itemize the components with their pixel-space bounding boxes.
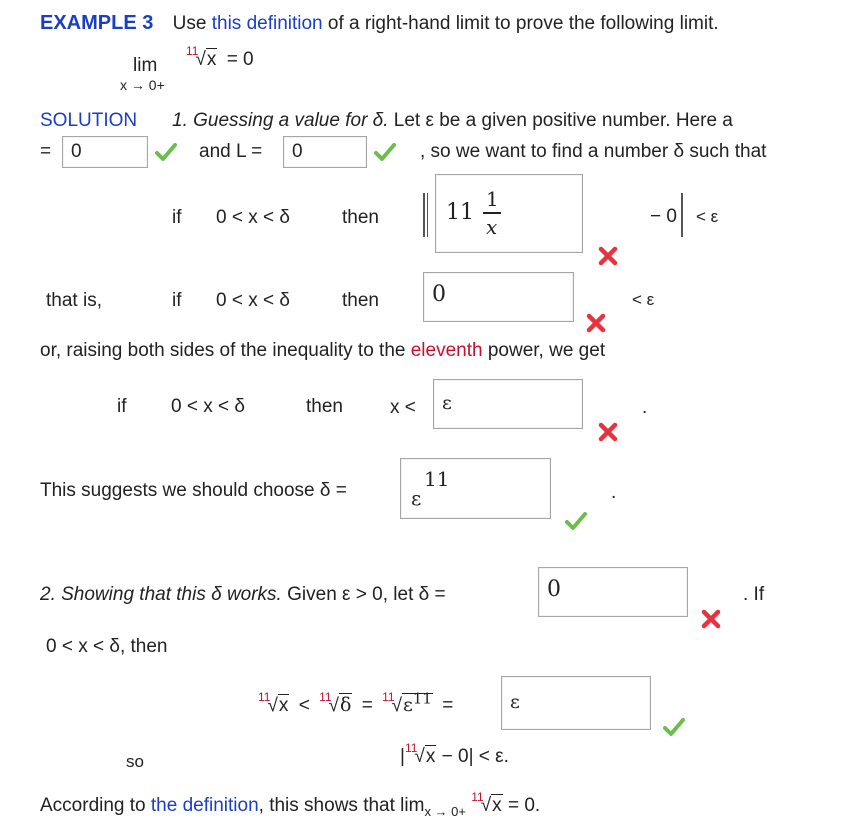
chain-index-2: 11 — [319, 690, 332, 705]
so-find-text: , so we want to find a number δ such that — [420, 141, 767, 162]
chain-index-3: 11 — [382, 690, 395, 705]
limit-radical — [186, 44, 254, 71]
cross-icon — [585, 312, 607, 334]
suggest-period: . — [611, 482, 617, 503]
limit-rest: = 0 — [226, 49, 254, 70]
if3-x-lt: x < — [390, 397, 416, 418]
raising-highlight: eleventh — [410, 340, 483, 361]
so-x: x — [425, 746, 436, 767]
radical-sign-icon: √ — [267, 695, 278, 717]
chain-value-text: ε — [510, 691, 520, 713]
conclusion-sub: x → 0+ — [424, 803, 466, 819]
if3-value-field[interactable] — [433, 379, 583, 429]
chain-expression — [258, 690, 457, 717]
step1-text: Let ε be a given positive number. Here a — [393, 110, 733, 131]
chain-delta: δ — [339, 694, 352, 717]
raising-line — [40, 340, 605, 362]
if3-then: then — [306, 396, 343, 417]
fraction-bar — [483, 212, 501, 214]
example-header — [40, 12, 719, 35]
cross-icon — [597, 421, 619, 443]
delta-value-text: 0 — [547, 577, 561, 602]
check-icon — [565, 510, 587, 532]
if3-value-text: ε — [442, 392, 452, 414]
a-value-field[interactable] — [62, 136, 148, 168]
L-value-text: 0 — [292, 141, 303, 162]
conclusion-line — [40, 790, 541, 819]
chain-eq2: = — [442, 695, 454, 717]
check-icon — [663, 716, 685, 738]
radical-sign-icon: √ — [195, 49, 206, 70]
cross-icon — [700, 608, 722, 630]
intro-after: of a right-hand limit to prove the following limit. — [327, 13, 719, 34]
step1-title: 1. Guessing a value for δ. — [172, 110, 389, 131]
if1-expression-field[interactable] — [435, 174, 583, 253]
chain-index-1: 11 — [258, 690, 271, 705]
intro-before: Use — [172, 13, 207, 34]
conclusion-before: According to — [40, 795, 146, 816]
limit-subscript: x → 0+ — [120, 77, 165, 93]
conclusion-end: = 0. — [507, 795, 541, 816]
raising-before: or, raising both sides of the inequality to the — [40, 340, 406, 361]
that-is-label: that is, — [46, 290, 102, 311]
if2-if: if — [172, 290, 182, 311]
conclusion-after: , this shows that lim — [258, 795, 425, 816]
chain-value-field[interactable] — [501, 676, 651, 730]
chain-x: x — [278, 695, 289, 717]
if2-value-text: 0 — [432, 282, 446, 307]
radical-sign-icon: √ — [414, 746, 425, 767]
raising-after: power, we get — [487, 340, 606, 361]
conclusion-index: 11 — [471, 790, 484, 804]
radical-index: 11 — [186, 44, 199, 58]
suggest-box-exp: 11 — [424, 467, 450, 491]
if2-cond: 0 < x < δ — [216, 290, 290, 311]
if1-after: − 0 — [650, 206, 677, 227]
chain-eq1: = — [361, 695, 373, 717]
definition-link-2[interactable]: the definition — [150, 795, 259, 816]
abs-bar-left — [423, 193, 425, 237]
eq-prefix: = — [40, 141, 52, 162]
solution-label: SOLUTION — [40, 110, 138, 131]
so-expression — [400, 741, 509, 768]
suggest-box-base: ε — [411, 486, 422, 510]
radical-sign-icon: √ — [328, 695, 339, 717]
so-bar-left: | — [400, 746, 405, 767]
chain-lt: < — [298, 695, 310, 717]
step1-line — [172, 110, 733, 132]
cross-icon — [597, 245, 619, 267]
definition-link[interactable]: this definition — [211, 13, 323, 34]
if2-value-field[interactable] — [423, 272, 574, 322]
so-index: 11 — [404, 741, 418, 755]
if2-then: then — [342, 290, 379, 311]
if1-lt-eps: < ε — [696, 207, 719, 226]
step2-text: Given ε > 0, let δ = — [287, 584, 446, 605]
step2-line — [40, 584, 446, 606]
if2-lt-eps: < ε — [632, 290, 655, 309]
if1-if: if — [172, 207, 182, 228]
if1-box-den: x — [486, 215, 498, 239]
if1-box-num: 1 — [486, 187, 499, 211]
radical-sign-icon: √ — [391, 695, 403, 717]
if1-then: then — [342, 207, 379, 228]
radical-sign-icon: √ — [480, 795, 492, 816]
abs-bar-right — [681, 193, 683, 237]
and-L-label: and L = — [199, 141, 263, 162]
limit-lim: lim — [133, 55, 158, 76]
if3-if: if — [117, 396, 127, 417]
step2-after: . If — [743, 584, 765, 605]
suggest-text: This suggests we should choose δ = — [40, 480, 347, 501]
example-label: EXAMPLE 3 — [40, 12, 154, 34]
delta-choice-field[interactable] — [400, 458, 551, 519]
step2-cond: 0 < x < δ, then — [46, 636, 168, 657]
if1-box-whole: 11 — [446, 200, 474, 225]
delta-value-field[interactable] — [538, 567, 688, 617]
check-icon — [155, 141, 177, 163]
chain-eps-exp: 11 — [412, 690, 432, 708]
so-label: so — [126, 752, 144, 771]
if1-cond: 0 < x < δ — [216, 207, 290, 228]
so-rest: − 0| < ε. — [441, 746, 509, 767]
if3-cond: 0 < x < δ — [171, 396, 245, 417]
chain-eps: ε — [403, 694, 413, 717]
if3-period: . — [642, 397, 648, 418]
step2-title: 2. Showing that this δ works. — [40, 584, 282, 605]
radicand: x — [206, 49, 217, 70]
a-value-text: 0 — [71, 141, 82, 162]
check-icon — [374, 141, 396, 163]
L-value-field[interactable] — [283, 136, 367, 168]
conclusion-x: x — [492, 795, 502, 816]
